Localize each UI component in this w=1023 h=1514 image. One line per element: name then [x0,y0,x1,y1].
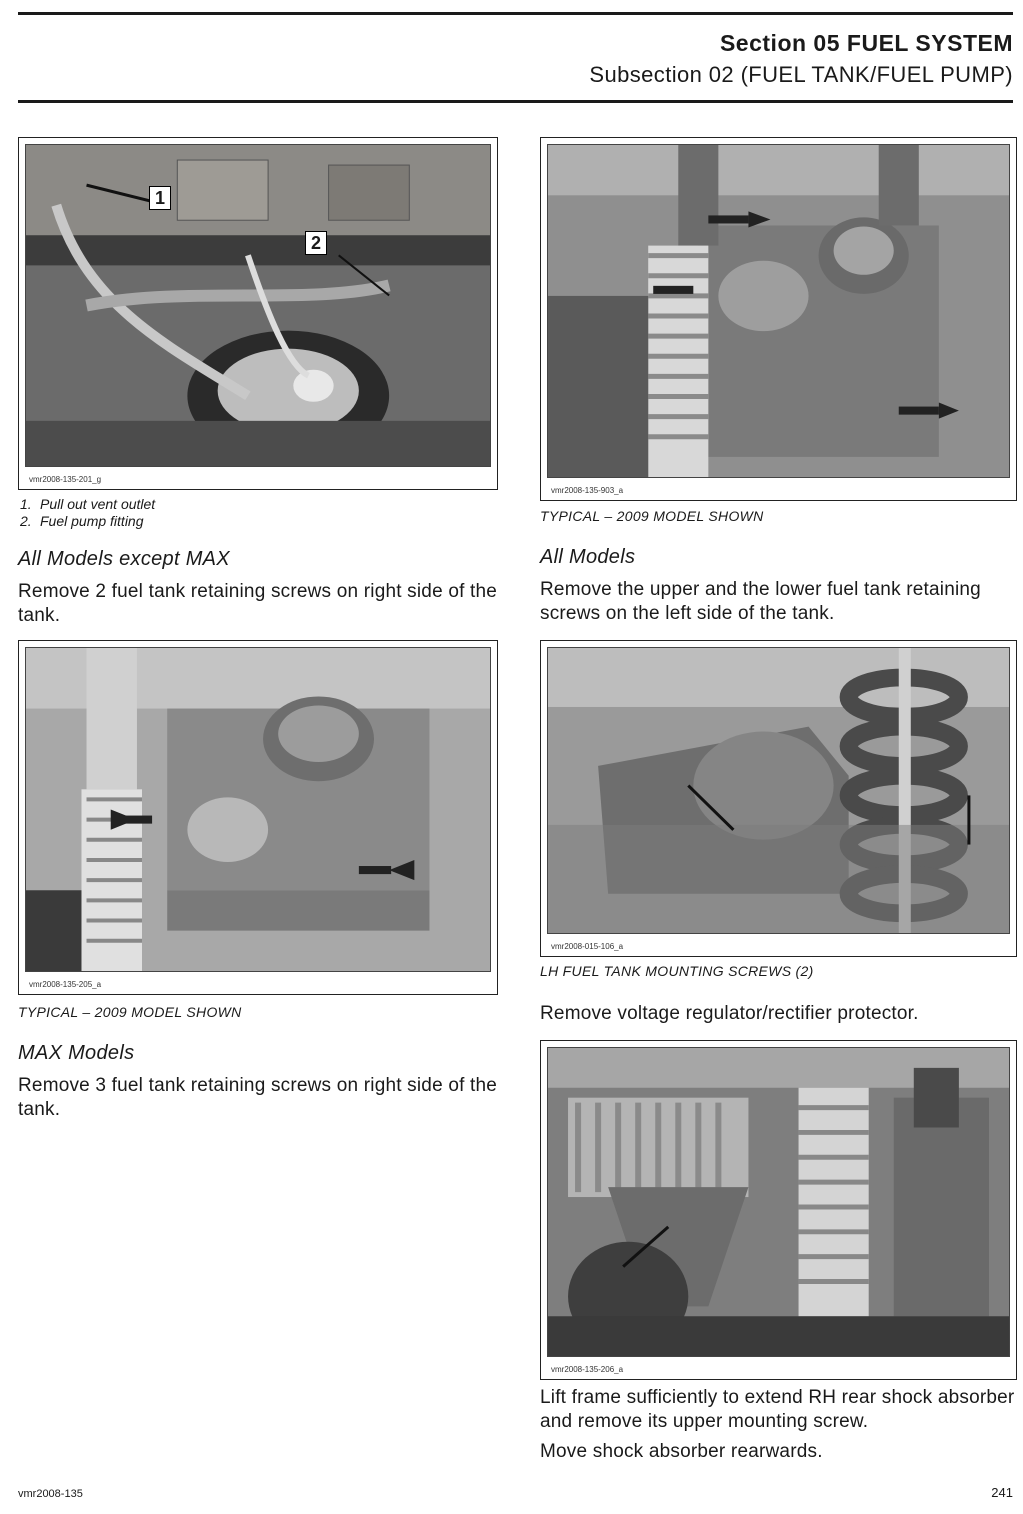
photo-image [25,144,491,467]
regulator-illustration [548,1048,1009,1356]
tank-left-illustration [548,145,1009,477]
image-code: vmr2008-135-201_g [29,475,102,484]
header-top-rule [18,12,1013,15]
photo-caption: LH FUEL TANK MOUNTING SCREWS (2) [540,963,814,979]
paragraph: Remove 2 fuel tank retaining screws on right side of the tank. [18,581,498,626]
heading-max-models: MAX Models [18,1042,135,1064]
legend-item: 1. Pull out vent outlet [20,496,156,512]
image-code: vmr2008-015-106_a [551,942,624,951]
header-bottom-rule [18,100,1013,103]
heading-all-models: All Models [540,546,636,568]
section-title: Section 05 FUEL SYSTEM [719,30,1013,56]
photo-image [547,144,1010,478]
photo-caption: TYPICAL – 2009 MODEL SHOWN [540,508,764,524]
image-code: vmr2008-135-206_a [551,1365,624,1374]
subsection-title: Subsection 02 (FUEL TANK/FUEL PUMP) [589,62,1013,87]
callout-1: 1 [149,186,171,210]
photo-image [547,647,1010,934]
paragraph: Remove the upper and the lower fuel tank retaining screws on the left side of the tank. [540,579,981,624]
photo-image [25,647,491,972]
paragraph: Move shock absorber rearwards. [540,1441,823,1462]
callout-2: 2 [305,231,327,255]
photo-right-side-screws [18,640,498,995]
photo-left-side-tank [540,137,1017,501]
footer-doc-code: vmr2008-135 [18,1488,83,1500]
paragraph: Lift frame sufficiently to extend RH rear shock absorber and remove its upper mounting screw. [540,1387,1015,1432]
photo-legend [20,496,155,530]
paragraph: Remove voltage regulator/rectifier protector. [540,1003,919,1024]
heading-all-models-except-max: All Models except MAX [18,548,230,570]
image-code: vmr2008-135-205_a [29,980,102,989]
photo-caption: TYPICAL – 2009 MODEL SHOWN [18,1004,242,1020]
photo-regulator-protector [540,1040,1017,1380]
page-number: 241 [991,1485,1013,1500]
legend-item: 2. Fuel pump fitting [20,513,144,529]
photo-lh-mounting-screws [540,640,1017,957]
image-code: vmr2008-135-903_a [551,486,624,495]
fuel-pump-illustration [26,145,490,466]
fuel-tank-illustration [26,648,490,971]
photo-image [547,1047,1010,1357]
lh-screws-illustration [548,648,1009,933]
paragraph: Remove 3 fuel tank retaining screws on right side of the tank. [18,1075,498,1120]
photo-fuel-pump-fitting [18,137,498,490]
